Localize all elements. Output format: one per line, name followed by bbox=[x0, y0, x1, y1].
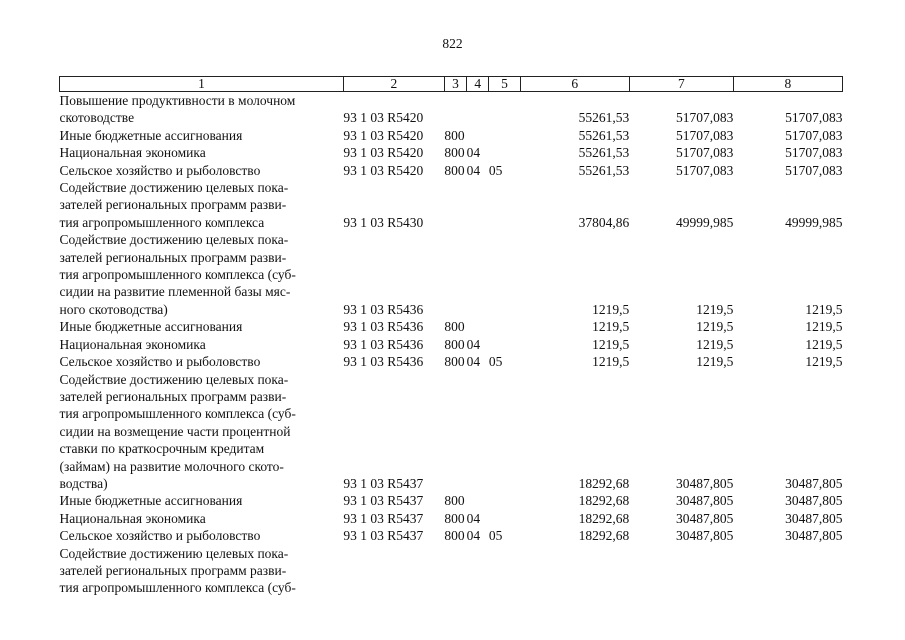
row-subsection bbox=[489, 336, 520, 353]
table-row bbox=[60, 371, 843, 493]
row-name-line: Повышение продуктивности в молочном bbox=[59, 93, 296, 108]
row-value-8: 1219,5 bbox=[805, 301, 843, 317]
row-name-line: Содействие достижению целевых пока- bbox=[59, 545, 289, 561]
row-name-line: Содействие достижению целевых пока- bbox=[59, 371, 289, 387]
row-name-line: ного скотоводства) bbox=[59, 301, 168, 317]
row-expense-type bbox=[444, 231, 466, 318]
row-value-8: 51707,083 bbox=[785, 145, 843, 161]
table-row bbox=[60, 336, 843, 353]
table-row bbox=[60, 144, 843, 161]
row-value-6: 1219,5 bbox=[592, 301, 630, 317]
row-name-line: Иные бюджетные ассигнования bbox=[59, 493, 243, 509]
row-name-line: зателей региональных программ разви- bbox=[59, 249, 287, 265]
table-row bbox=[60, 510, 843, 527]
row-value-6: 55261,53 bbox=[578, 162, 630, 178]
row-subsection bbox=[489, 179, 520, 231]
row-name-line: скотоводстве bbox=[59, 110, 135, 126]
row-value-6: 18292,68 bbox=[578, 493, 630, 509]
row-name-line: Иные бюджетные ассигнования bbox=[59, 319, 243, 335]
row-subsection: 05 bbox=[488, 354, 503, 370]
row-code: 93 1 03 R5437 bbox=[343, 493, 424, 509]
table-row bbox=[60, 162, 843, 179]
row-section: 04 bbox=[466, 510, 481, 526]
row-code: 93 1 03 R5436 bbox=[343, 301, 424, 317]
row-value-7: 1219,5 bbox=[696, 354, 734, 370]
row-value-7: 30487,805 bbox=[675, 493, 734, 509]
row-section bbox=[467, 371, 489, 493]
row-expense-type: 800 bbox=[444, 127, 465, 143]
row-value-7: 51707,083 bbox=[675, 162, 734, 178]
row-name-line: Содействие достижению целевых пока- bbox=[59, 180, 289, 196]
table-row bbox=[60, 179, 843, 231]
row-subsection: 05 bbox=[488, 162, 503, 178]
row-expense-type bbox=[444, 179, 466, 231]
row-value-7: 1219,5 bbox=[696, 336, 734, 352]
row-subsection: 05 bbox=[488, 528, 503, 544]
row-section: 04 bbox=[466, 336, 481, 352]
row-section bbox=[467, 492, 489, 509]
row-value-6: 18292,68 bbox=[578, 510, 630, 526]
row-subsection bbox=[489, 92, 520, 127]
row-name bbox=[60, 231, 344, 318]
row-code: 93 1 03 R5437 bbox=[343, 528, 424, 544]
budget-table bbox=[59, 76, 843, 597]
row-value-6: 37804,86 bbox=[578, 214, 630, 230]
row-value-6: 55261,53 bbox=[578, 110, 630, 126]
row-code: 93 1 03 R5420 bbox=[343, 145, 424, 161]
table-body bbox=[60, 92, 843, 597]
row-name bbox=[60, 371, 344, 493]
row-subsection bbox=[489, 231, 520, 318]
row-name bbox=[60, 545, 344, 597]
row-value-7 bbox=[629, 545, 733, 597]
row-value-6 bbox=[520, 545, 629, 597]
row-value-7: 51707,083 bbox=[675, 110, 734, 126]
row-value-7: 49999,985 bbox=[675, 214, 734, 230]
row-name-line: сидии на развитие племенной базы мяс- bbox=[59, 284, 291, 300]
row-value-6: 1219,5 bbox=[592, 336, 630, 352]
row-subsection bbox=[489, 545, 520, 597]
row-name-line: тия агропромышленного комплекса (суб- bbox=[59, 406, 296, 422]
row-name-line: Сельское хозяйство и рыболовство bbox=[59, 162, 261, 178]
table-row bbox=[60, 127, 843, 144]
row-value-8: 1219,5 bbox=[805, 319, 843, 335]
row-section: 04 bbox=[466, 354, 481, 370]
row-value-8: 51707,083 bbox=[785, 162, 843, 178]
table-row bbox=[60, 318, 843, 335]
row-expense-type: 800 bbox=[444, 493, 465, 509]
row-expense-type: 800 bbox=[444, 510, 465, 526]
header-col-4: 4 bbox=[467, 77, 489, 92]
row-code: 93 1 03 R5420 bbox=[343, 162, 424, 178]
row-name-line: тия агропромышленного комплекса (суб- bbox=[59, 580, 296, 596]
row-value-8: 30487,805 bbox=[785, 493, 843, 509]
row-name-line: тия агропромышленного комплекса bbox=[59, 214, 265, 230]
table-row bbox=[60, 353, 843, 370]
row-value-6: 55261,53 bbox=[578, 145, 630, 161]
row-value-7: 1219,5 bbox=[696, 301, 734, 317]
row-subsection bbox=[489, 144, 520, 161]
row-expense-type: 800 bbox=[444, 354, 465, 370]
row-name bbox=[60, 510, 344, 527]
row-value-7: 51707,083 bbox=[675, 145, 734, 161]
row-value-6: 55261,53 bbox=[578, 127, 630, 143]
row-value-6: 1219,5 bbox=[592, 319, 630, 335]
table-row bbox=[60, 545, 843, 597]
row-name bbox=[60, 336, 344, 353]
row-expense-type bbox=[444, 371, 466, 493]
row-subsection bbox=[489, 371, 520, 493]
row-value-8: 30487,805 bbox=[785, 510, 843, 526]
page-number: 822 bbox=[442, 36, 463, 51]
row-value-8: 30487,805 bbox=[785, 528, 843, 544]
row-name-line: Сельское хозяйство и рыболовство bbox=[59, 528, 261, 544]
row-expense-type: 800 bbox=[444, 336, 465, 352]
row-value-7: 51707,083 bbox=[675, 127, 734, 143]
row-name-line: зателей региональных программ разви- bbox=[59, 388, 287, 404]
row-expense-type bbox=[444, 92, 466, 127]
row-code: 93 1 03 R5430 bbox=[343, 214, 424, 230]
row-name-line: зателей региональных программ разви- bbox=[59, 562, 287, 578]
row-value-7: 30487,805 bbox=[675, 510, 734, 526]
row-subsection bbox=[489, 510, 520, 527]
row-name bbox=[60, 527, 344, 544]
row-name-line: сидии на возмещение части процентной bbox=[59, 423, 291, 439]
row-section: 04 bbox=[466, 528, 481, 544]
row-value-6: 18292,68 bbox=[578, 528, 630, 544]
header-col-3: 3 bbox=[444, 77, 466, 92]
row-section bbox=[467, 545, 489, 597]
row-value-7: 30487,805 bbox=[675, 528, 734, 544]
row-name bbox=[60, 179, 344, 231]
row-code: 93 1 03 R5436 bbox=[343, 354, 424, 370]
row-name-line: Национальная экономика bbox=[59, 510, 206, 526]
row-value-8: 30487,805 bbox=[785, 475, 843, 491]
row-section bbox=[467, 231, 489, 318]
row-section bbox=[467, 92, 489, 127]
row-code: 93 1 03 R5420 bbox=[343, 127, 424, 143]
row-subsection bbox=[489, 127, 520, 144]
row-code: 93 1 03 R5437 bbox=[343, 510, 424, 526]
row-value-6: 18292,68 bbox=[578, 475, 630, 491]
header-col-7: 7 bbox=[629, 77, 733, 92]
row-name-line: тия агропромышленного комплекса (суб- bbox=[59, 267, 296, 283]
row-section: 04 bbox=[466, 162, 481, 178]
row-name-line: зателей региональных программ разви- bbox=[59, 197, 287, 213]
row-section bbox=[467, 179, 489, 231]
row-subsection bbox=[489, 492, 520, 509]
row-name-line: ставки по краткосрочным кредитам bbox=[59, 441, 265, 457]
row-name-line: (займам) на развитие молочного ското- bbox=[59, 458, 284, 474]
row-name bbox=[60, 92, 344, 127]
row-name-line: Иные бюджетные ассигнования bbox=[59, 127, 243, 143]
table-row bbox=[60, 92, 843, 127]
row-code: 93 1 03 R5420 bbox=[343, 110, 424, 126]
row-value-7: 1219,5 bbox=[696, 319, 734, 335]
header-col-6: 6 bbox=[520, 77, 629, 92]
header-row bbox=[60, 77, 843, 92]
row-expense-type bbox=[444, 545, 466, 597]
row-code bbox=[343, 545, 444, 597]
header-col-1: 1 bbox=[60, 77, 344, 92]
row-value-6: 1219,5 bbox=[592, 354, 630, 370]
row-name bbox=[60, 144, 344, 161]
header-col-5: 5 bbox=[489, 77, 520, 92]
header-col-2: 2 bbox=[343, 77, 444, 92]
row-value-8: 51707,083 bbox=[785, 127, 843, 143]
row-value-7: 30487,805 bbox=[675, 475, 734, 491]
row-value-8: 1219,5 bbox=[805, 336, 843, 352]
row-name bbox=[60, 353, 344, 370]
table-row bbox=[60, 492, 843, 509]
table-row bbox=[60, 527, 843, 544]
row-name-line: Содействие достижению целевых пока- bbox=[59, 232, 289, 248]
row-name bbox=[60, 162, 344, 179]
row-name-line: водства) bbox=[59, 475, 108, 491]
row-code: 93 1 03 R5436 bbox=[343, 336, 424, 352]
row-expense-type: 800 bbox=[444, 162, 465, 178]
table-row bbox=[60, 231, 843, 318]
row-section: 04 bbox=[466, 145, 481, 161]
row-value-8: 1219,5 bbox=[805, 354, 843, 370]
row-subsection bbox=[489, 318, 520, 335]
row-name-line: Национальная экономика bbox=[59, 336, 206, 352]
header-col-8: 8 bbox=[733, 77, 842, 92]
row-name bbox=[60, 492, 344, 509]
row-value-8 bbox=[733, 545, 842, 597]
row-code: 93 1 03 R5436 bbox=[343, 319, 424, 335]
row-expense-type: 800 bbox=[444, 145, 465, 161]
row-name-line: Национальная экономика bbox=[59, 145, 206, 161]
row-code: 93 1 03 R5437 bbox=[343, 475, 424, 491]
row-name bbox=[60, 127, 344, 144]
row-section bbox=[467, 318, 489, 335]
row-section bbox=[467, 127, 489, 144]
row-expense-type: 800 bbox=[444, 528, 465, 544]
row-value-8: 49999,985 bbox=[785, 214, 843, 230]
row-name-line: Сельское хозяйство и рыболовство bbox=[59, 354, 261, 370]
row-expense-type: 800 bbox=[444, 319, 465, 335]
row-value-8: 51707,083 bbox=[785, 110, 843, 126]
row-name bbox=[60, 318, 344, 335]
